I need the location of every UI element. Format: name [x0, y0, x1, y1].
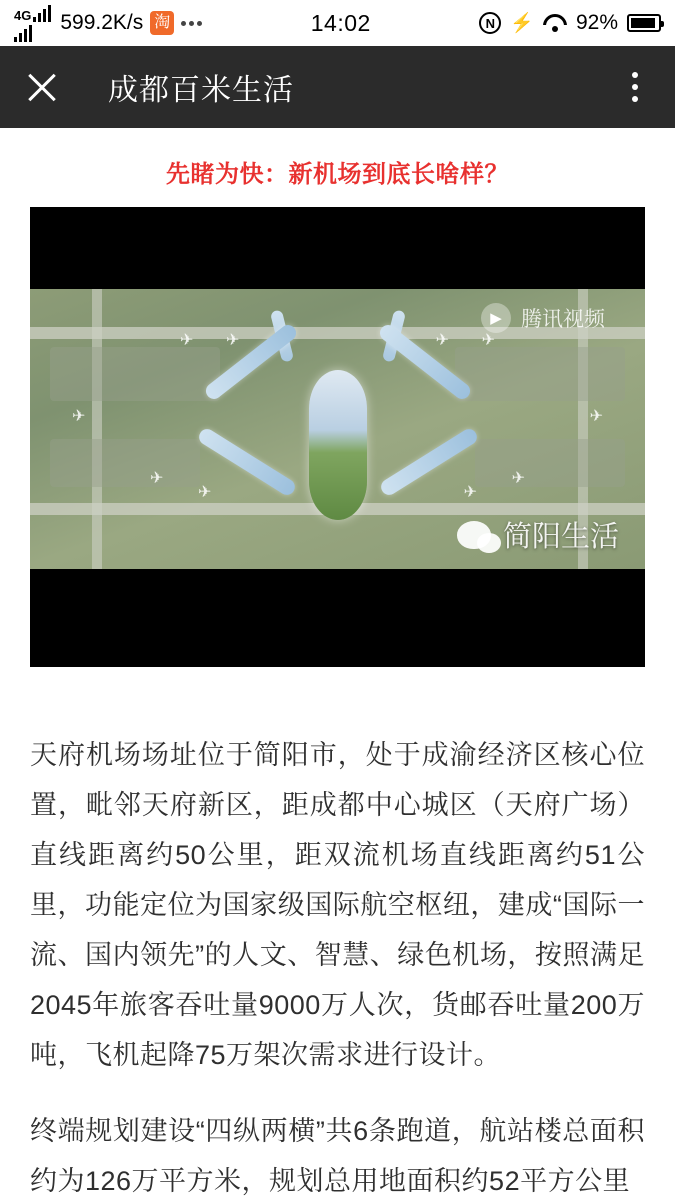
article-body [0, 731, 675, 1200]
airport-terminal-illustration [188, 324, 488, 534]
close-icon[interactable] [22, 67, 62, 107]
status-bar-clock: 14:02 [310, 9, 371, 36]
video-player[interactable] [30, 207, 645, 667]
page-title: 成都百米生活 [108, 74, 294, 107]
status-bar-right [479, 11, 661, 35]
wifi-icon [543, 14, 567, 32]
battery-percent-label: 92% [575, 11, 618, 34]
play-icon[interactable]: ▶ [481, 303, 511, 333]
second-signal-icon [14, 24, 32, 42]
network-type-label: 4G [14, 8, 32, 23]
article-paragraph: 天府机场场址位于简阳市，处于成渝经济区核心位置，毗邻天府新区，距成都中心城区（天府广场）直线距离约50公里，距双流机场直线距离约51公里，功能定位为国家级国际航空枢纽，建成“国际一流、国内领先”的人文、智慧、绿色机场，按照满足2045年旅客吞吐量9000万人次，货邮吞吐量200万吨，飞机起降75万架次需求进行设计。 [30, 740, 645, 1070]
taobao-app-icon: 淘 [150, 11, 174, 35]
more-dots-icon [181, 21, 202, 26]
video-provider-badge [481, 303, 605, 333]
charging-bolt-icon: ⚡ [510, 13, 534, 34]
battery-icon [627, 14, 661, 32]
webview-title-bar [0, 46, 675, 128]
watermark-label: 简阳生活 [502, 521, 619, 553]
nfc-icon: N [479, 12, 501, 34]
kebab-menu-icon[interactable] [617, 72, 653, 102]
network-type-indicator [14, 4, 51, 42]
signal-bars-icon [33, 4, 51, 22]
article-headline: 先睹为快：新机场到底长啥样？ [166, 161, 509, 188]
video-provider-label: 腾讯视频 [521, 308, 605, 331]
network-speed-label: 599.2K/s [60, 11, 144, 34]
video-watermark [457, 514, 619, 555]
status-bar-left [14, 4, 202, 42]
wechat-icon [457, 521, 491, 549]
article-content [0, 128, 675, 1200]
status-bar [0, 0, 675, 46]
article-paragraph: 终端规划建设“四纵两横”共6条跑道，航站楼总面积约为126万平方米，规划总用地面积约52平方公里 [30, 1115, 645, 1196]
video-frame: ✈ ✈ ✈ ✈ ✈ ✈ ✈ ✈ ✈ ✈ [30, 289, 645, 569]
